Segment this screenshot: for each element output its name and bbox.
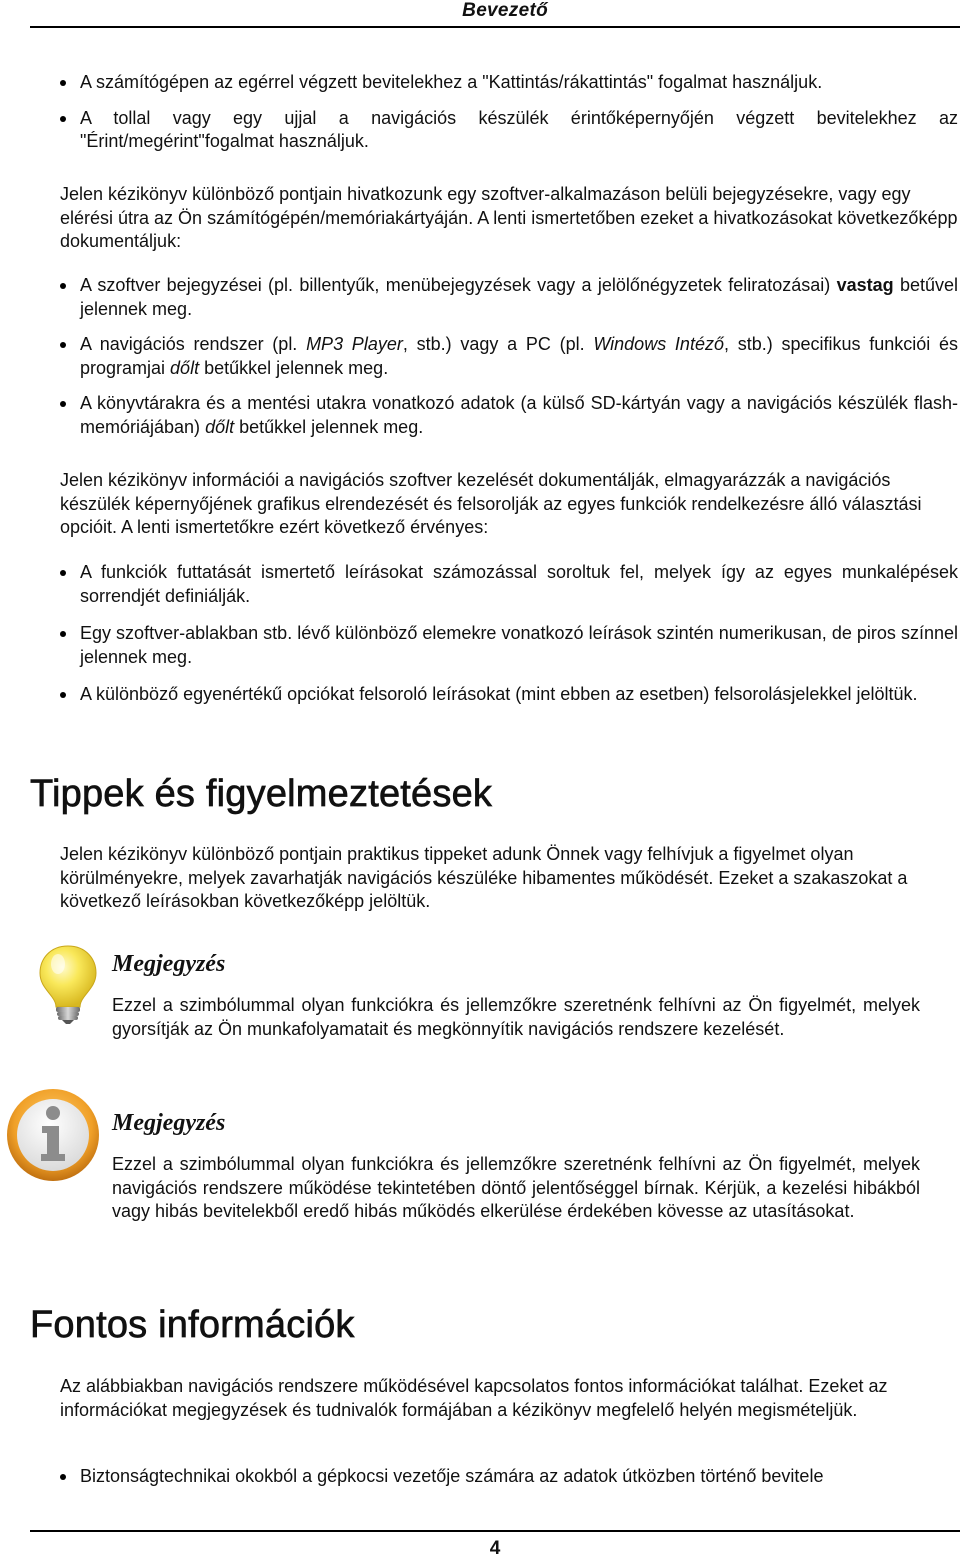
- page-number: 4: [489, 1538, 501, 1559]
- important-bullets: [60, 1465, 958, 1489]
- intro-bullets: [60, 71, 958, 168]
- italic-word: dőlt: [170, 357, 200, 378]
- list-item: [60, 622, 958, 669]
- section-heading: Fontos információk: [30, 1304, 355, 1346]
- bullet-text: Biztonságtechnikai okokból a gépkocsi vezetője számára az adatok útközben történő bevitele: [80, 1466, 824, 1486]
- bullet-text: , stb.) vagy a PC (pl.: [402, 334, 594, 355]
- list-item: [60, 107, 958, 154]
- note-title: Megjegyzés: [112, 1110, 226, 1136]
- bullet-text: A navigációs rendszer (pl.: [80, 334, 307, 355]
- bullet-text: A különböző egyenértékű opciókat felsoroló leírásokat (mint ebben az esetben) felsorolásjelekkel jelöltük.: [80, 684, 918, 705]
- bullet-text: Egy szoftver-ablakban stb. lévő különböző elemekre vonatkozó leírások szintén numerikusan, de piros színnel jelennek meg.: [80, 623, 958, 667]
- list-item: [60, 683, 958, 707]
- list-item: [60, 1465, 958, 1489]
- note-title: Megjegyzés: [112, 951, 226, 977]
- italic-word: MP3 Player: [306, 334, 403, 355]
- paragraph: Jelen kézikönyv információi a navigációs szoftver kezelését dokumentálják, elmagyarázzák a navigációs készülék képernyőjének grafikus elrendezését és felsorolják az egyes funkciók rendelkezésre álló választási opcióit. A lenti ismertetőkre ezért következő érvényes:: [60, 470, 922, 538]
- bullet-text: A tollal vagy egy ujjal a navigációs készülék érintőképernyőjén végzett bevitelekhez az "Érint/megérint"fogalmat használjuk.: [80, 107, 958, 152]
- note-body: Ezzel a szimbólummal olyan funkciókra és jellemzőkre szeretnénk felhívni az Ön figyelmét, melyek gyorsítják az Ön munkafolyamatait és megkönnyítik navigációs rendszere kezelését.: [112, 995, 920, 1039]
- header-rule: [30, 26, 960, 28]
- paragraph: Az alábbiakban navigációs rendszere működésével kapcsolatos fontos információkat találhat. Ezeket az információkat megjegyzések és tudnivalók formájában a kézikönyv megfelelő helyén megismételjük.: [60, 1376, 888, 1420]
- bullet-text: betűkkel jelennek meg.: [199, 357, 389, 378]
- list-item: [60, 333, 958, 380]
- list-item: [60, 71, 958, 95]
- footer-rule: [30, 1530, 960, 1532]
- bullet-text: , stb.) specifikus funkciói és programjai: [80, 334, 958, 378]
- bold-word: vastag: [836, 275, 894, 295]
- paragraph: Jelen kézikönyv különböző pontjain hivatkozunk egy szoftver-alkalmazáson belüli bejegyzésekre, vagy egy elérési útra az Ön számítógépén/memóriakártyáján. A lenti ismertetőben ezeket a hivatkozásokat következőképp dokumentáljuk:: [60, 184, 958, 252]
- lightbulb-icon: [36, 944, 100, 1024]
- bullet-text: A funkciók futtatását ismertető leírásokat számozással soroltuk fel, melyek így az egyes munkalépések sorrendjét definiálják.: [80, 562, 958, 606]
- paragraph: Jelen kézikönyv különböző pontjain praktikus tippeket adunk Önnek vagy felhívjuk a figyelmet olyan körülményekre, melyek zavarhatják navigációs készüléke hibamentes működését. Ezeket a szakaszokat a következő leírásokban következőképp jelöltük.: [60, 844, 908, 912]
- bullet-text: A számítógépen az egérrel végzett bevitelekhez a "Kattintás/rákattintás" fogalmat használjuk.: [80, 72, 823, 92]
- section-heading: Tippek és figyelmeztetések: [30, 773, 493, 815]
- italic-word: Windows Intéző: [593, 334, 724, 355]
- bullet-text: A könyvtárakra és a mentési utakra vonatkozó adatok (a külső SD-kártyán vagy a navigációs készülék flash-memóriájában): [80, 393, 958, 437]
- bullet-text: betűvel jelennek meg.: [80, 275, 959, 319]
- list-item: [60, 561, 958, 608]
- bullet-text: A szoftver bejegyzései (pl. billentyűk, menübejegyzések vagy a jelölőnégyzetek feliratozásai): [80, 275, 837, 295]
- info-icon: [4, 1086, 102, 1184]
- list-item: [60, 392, 958, 439]
- list-item: [60, 274, 958, 321]
- doc-bullets: [60, 561, 958, 721]
- formatting-bullets: [60, 274, 958, 454]
- italic-word: dőlt: [205, 416, 235, 437]
- bullet-text: betűkkel jelennek meg.: [234, 416, 424, 437]
- note-body: Ezzel a szimbólummal olyan funkciókra és jellemzőkre szeretnénk felhívni az Ön figyelmét, melyek navigációs rendszere működése tekintetében döntő jelentőséggel bírnak. Kérjük, a kezelési hibákból vagy hibás bevitelekből eredő hibás működés elkerülése érdekében kövesse az utasításokat.: [112, 1154, 920, 1222]
- header-title: Bevezető: [462, 0, 548, 21]
